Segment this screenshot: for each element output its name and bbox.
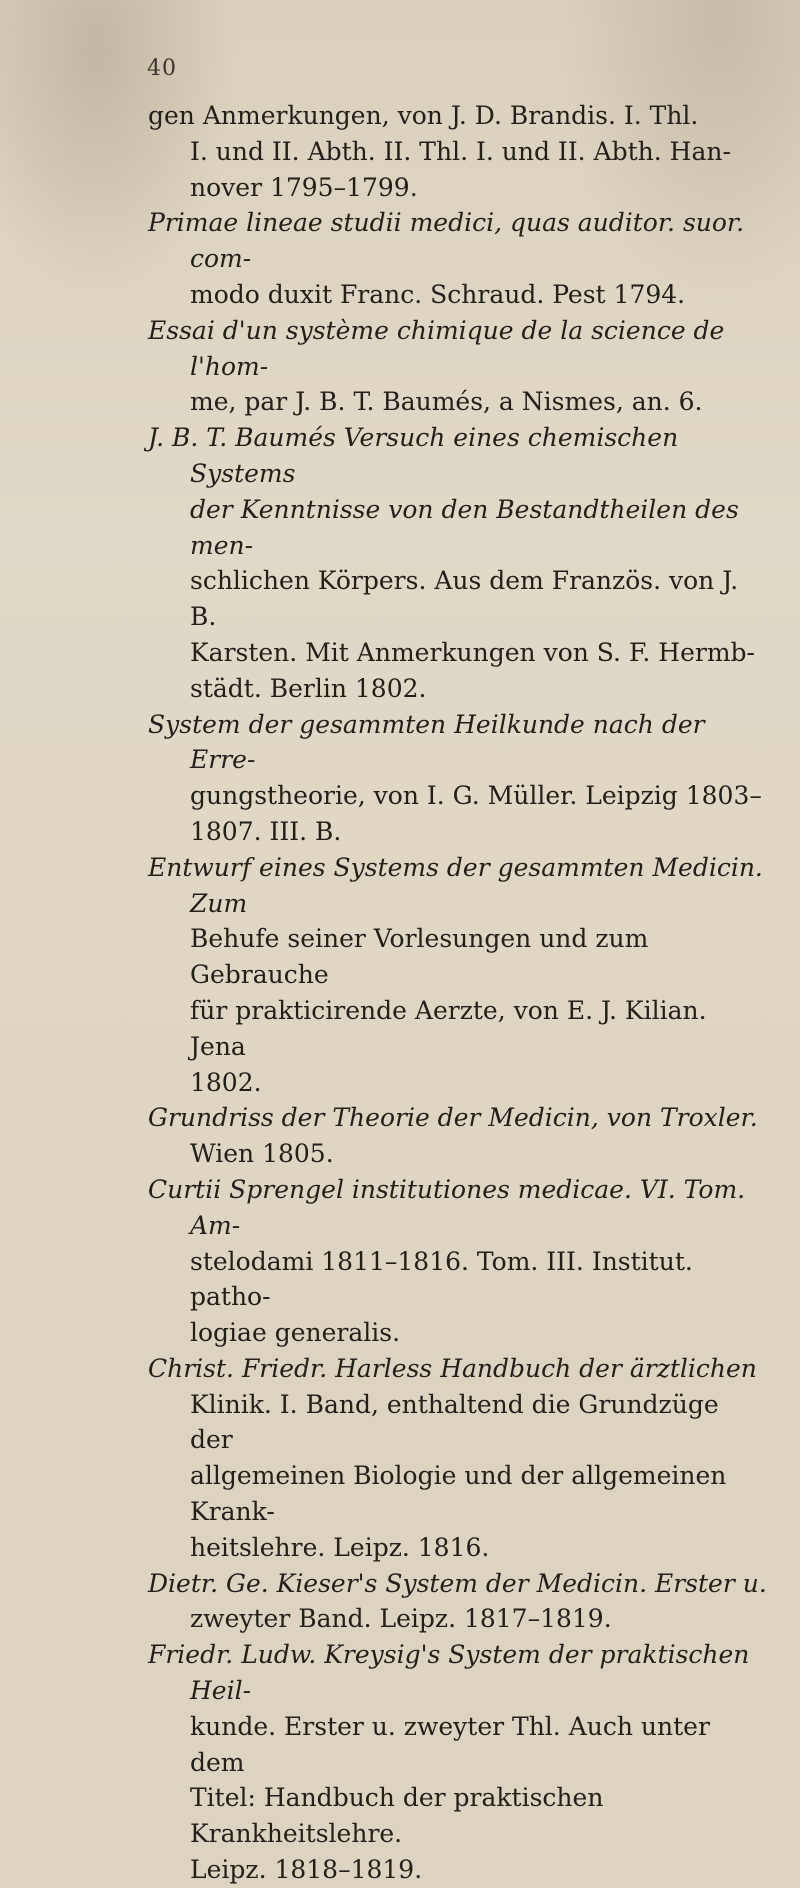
entry-line: der Kenntnisse von den Bestandtheilen des men- (190, 494, 739, 560)
entry-line: für prakticirende Aerzte, von E. J. Kilian. Jena (190, 995, 707, 1061)
entry-line: gungstheorie, von I. G. Müller. Leipzig 1803– (190, 781, 762, 811)
entry-line: 1802. (190, 1067, 262, 1097)
entry-line: me, par J. B. T. Baumés, a Nismes, an. 6. (190, 387, 703, 417)
bibliography-entry (148, 1637, 768, 1888)
entry-line: Curtii Sprengel institutiones medicae. VI. Tom. Am- (148, 1174, 746, 1240)
entry-line: Christ. Friedr. Harless Handbuch der ärztlichen (148, 1353, 757, 1383)
entry-line: Grundriss der Theorie der Medicin, von Troxler. (148, 1103, 758, 1133)
entry-line: Dietr. Ge. Kieser's System der Medicin. Erster u. (148, 1568, 767, 1598)
entry-line: Wien 1805. (190, 1139, 334, 1169)
bibliography-entry (148, 1100, 768, 1172)
bibliography-entry (148, 98, 768, 205)
bibliography-entry (148, 1172, 768, 1351)
entry-line: modo duxit Franc. Schraud. Pest 1794. (190, 279, 686, 309)
entry-line: heitslehre. Leipz. 1816. (190, 1532, 490, 1562)
entry-line: Primae lineae studii medici, quas auditor. suor. com- (148, 208, 745, 274)
bibliography-entry (148, 850, 768, 1101)
entry-line: Karsten. Mit Anmerkungen von S. F. Hermb- (190, 637, 755, 667)
entry-line: nover 1795–1799. (190, 172, 418, 202)
entry-line: 1807. III. B. (190, 816, 342, 846)
entry-line: Entwurf eines Systems der gesammten Medicin. Zum (148, 852, 763, 918)
entry-line: städt. Berlin 1802. (190, 673, 427, 703)
entry-line: Friedr. Ludw. Kreysig's System der praktischen Heil- (148, 1640, 750, 1706)
page-number: 40 (147, 56, 177, 81)
entry-line: Leipz. 1818–1819. (190, 1855, 423, 1885)
entry-line: J. B. T. Baumés Versuch eines chemischen Systems (148, 423, 679, 488)
bibliography-entry (148, 205, 768, 312)
bibliography-entry (148, 1566, 768, 1638)
entry-line: logiae generalis. (190, 1318, 401, 1348)
bibliography-entry (148, 313, 768, 420)
entry-line: I. und II. Abth. II. Thl. I. und II. Abth. Han- (190, 136, 731, 166)
entry-line: Behufe seiner Vorlesungen und zum Gebrauche (190, 924, 649, 990)
entry-line: gen Anmerkungen, von J. D. Brandis. I. Thl. (148, 101, 699, 130)
bibliography-entry (148, 420, 768, 706)
entry-line: kunde. Erster u. zweyter Thl. Auch unter dem (190, 1711, 710, 1777)
bibliography-list (148, 98, 768, 1888)
entry-line: Klinik. I. Band, enthaltend die Grundzüge der (190, 1389, 719, 1455)
bibliography-entry (148, 707, 768, 850)
entry-line: zweyter Band. Leipz. 1817–1819. (190, 1604, 612, 1634)
entry-line: Titel: Handbuch der praktischen Krankheitslehre. (190, 1783, 604, 1849)
entry-line: System der gesammten Heilkunde nach der Erre- (148, 709, 705, 775)
entry-line: schlichen Körpers. Aus dem Französ. von J. B. (190, 566, 739, 632)
entry-line: allgemeinen Biologie und der allgemeinen Krank- (190, 1461, 727, 1527)
entry-line: stelodami 1811–1816. Tom. III. Institut. patho- (190, 1246, 693, 1312)
bibliography-entry (148, 1351, 768, 1566)
entry-line: Essai d'un système chimique de la science de l'hom- (148, 315, 725, 381)
